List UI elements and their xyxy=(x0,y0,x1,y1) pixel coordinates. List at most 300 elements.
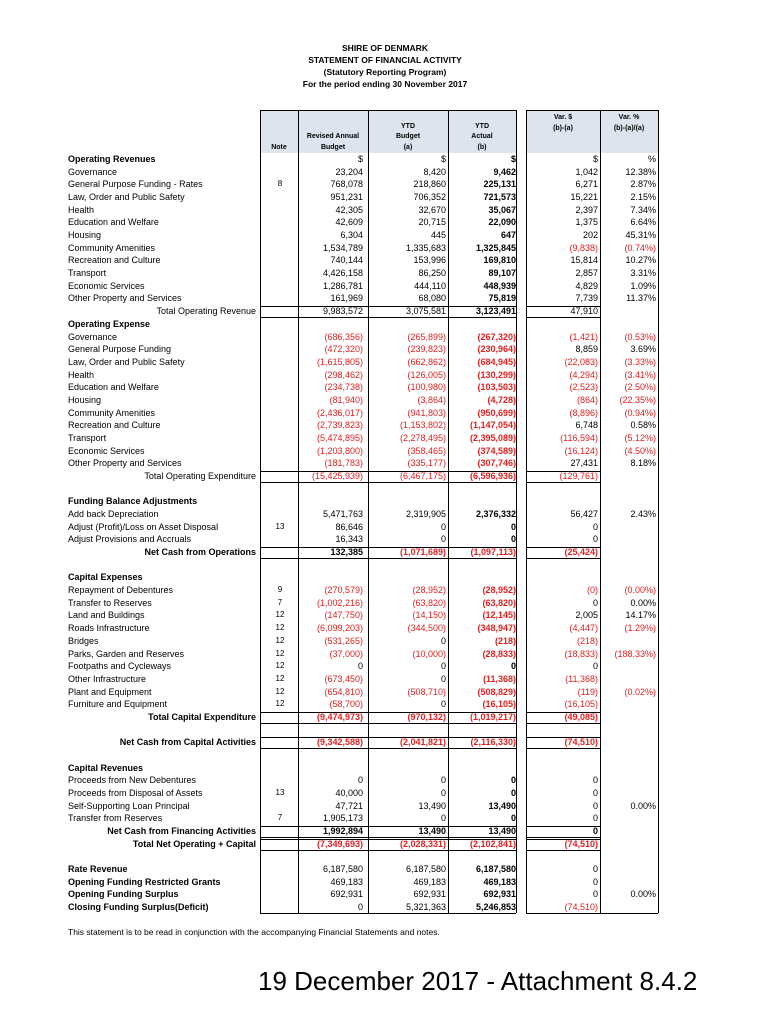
cell-c2: (358,465) xyxy=(407,445,446,456)
cell-c2: (28,952) xyxy=(412,585,446,596)
cell-c2: (508,710) xyxy=(407,686,446,697)
col-ytd-budget-l1: YTD xyxy=(401,122,415,130)
cell-c3: 169,810 xyxy=(483,255,516,266)
cell-c2: (970,132) xyxy=(407,711,446,722)
cell-c4: (864) xyxy=(576,394,598,405)
table-row xyxy=(0,470,770,483)
cell-c2: (2,028,331) xyxy=(399,838,446,849)
cell-c5: (0.53%) xyxy=(624,331,656,342)
cell-c1: 40,000 xyxy=(335,788,363,798)
row-label: Proceeds from Disposal of Assets xyxy=(68,788,203,798)
cell-c4: (11,368) xyxy=(565,673,598,684)
cell-c5: (0.94%) xyxy=(624,407,656,418)
cell-c1: (1,615,805) xyxy=(316,356,363,367)
table-row xyxy=(0,749,770,762)
row-label: Net Cash from Financing Activities xyxy=(107,826,256,837)
cell-c1: 0 xyxy=(357,775,363,786)
cell-c3: (1,147,054) xyxy=(469,420,516,431)
table-row xyxy=(0,419,770,432)
table-row xyxy=(0,673,770,686)
cell-c5: 0.58% xyxy=(630,420,656,431)
cell-c4: 0 xyxy=(592,876,598,887)
cell-c1: 161,969 xyxy=(330,293,363,304)
cell-c2: 0 xyxy=(440,788,446,798)
cell-c3: (1,097,113) xyxy=(470,547,516,558)
cell-c2: 68,080 xyxy=(418,293,446,304)
cell-c3: (348,947) xyxy=(477,623,516,634)
table-row xyxy=(0,597,770,610)
cell-c1: 47,721 xyxy=(335,800,363,811)
cell-c1: (234,738) xyxy=(324,382,363,393)
cell-c4: 6,271 xyxy=(575,179,598,190)
table-row xyxy=(0,774,770,787)
cell-c3: (130,299) xyxy=(477,369,516,380)
row-label: Economic Services xyxy=(68,280,145,291)
table-row xyxy=(0,762,770,775)
row-label: Funding Balance Adjustments xyxy=(68,496,198,507)
table-row xyxy=(0,204,770,217)
cell-c1: 0 xyxy=(357,902,363,913)
row-label: Footpaths and Cycleways xyxy=(68,661,172,672)
cell-c1: (7,349,693) xyxy=(316,838,363,849)
row-label: Housing xyxy=(68,394,102,405)
row-label: Other Property and Services xyxy=(68,458,182,469)
cell-c1: (5,474,895) xyxy=(316,432,363,443)
cell-c4: 0 xyxy=(592,521,598,532)
cell-c3: (2,116,330) xyxy=(470,737,516,748)
cell-c2: (335,177) xyxy=(407,458,446,469)
table-row xyxy=(0,254,770,267)
row-label: Adjust (Profit)/Loss on Asset Disposal xyxy=(68,521,219,532)
cell-c5: 2.43% xyxy=(630,509,656,520)
cell-c2: 218,860 xyxy=(413,179,446,190)
cell-c1: (58,700) xyxy=(329,699,363,710)
row-label: Recreation and Culture xyxy=(68,255,161,266)
cell-c2: (14,150) xyxy=(412,610,446,621)
col-var-pct xyxy=(600,113,658,155)
cell-c2: (100,980) xyxy=(407,382,446,393)
cell-c2: $ xyxy=(440,154,446,164)
cell-c3: (374,589) xyxy=(477,445,516,456)
cell-c3: (12,145) xyxy=(482,610,516,621)
row-label: Governance xyxy=(68,331,118,342)
cell-c4: 47,910 xyxy=(570,306,598,317)
cell-c5: (3.33%) xyxy=(624,356,656,367)
row-label: Rate Revenue xyxy=(68,864,128,875)
table-row xyxy=(0,800,770,813)
cell-c1: (181,783) xyxy=(324,458,363,469)
cell-c3: 5,246,853 xyxy=(475,902,516,913)
table-row xyxy=(0,635,770,648)
cell-c2: 13,490 xyxy=(418,800,446,811)
cell-c1: (472,320) xyxy=(324,344,363,355)
table-row xyxy=(0,724,770,737)
row-label: Opening Funding Surplus xyxy=(68,889,179,900)
row-note: 13 xyxy=(275,788,285,797)
cell-c2: 8,420 xyxy=(423,166,446,177)
cell-c4: (4,294) xyxy=(569,369,598,380)
cell-c3: 0 xyxy=(510,661,516,672)
table-row xyxy=(0,356,770,369)
cell-c3: (1,019,217) xyxy=(469,711,516,722)
cell-c1: 1,905,173 xyxy=(322,813,363,824)
cell-c4: (2,523) xyxy=(569,382,598,393)
cell-c4: (49,085) xyxy=(564,711,598,722)
total-rule xyxy=(526,471,600,472)
cell-c3: 692,931 xyxy=(483,889,516,900)
table-row xyxy=(0,331,770,344)
row-label: Adjust Provisions and Accruals xyxy=(68,534,192,545)
cell-c4: 0 xyxy=(592,864,598,875)
table-row xyxy=(0,711,770,724)
cell-c2: 0 xyxy=(440,813,446,824)
row-note: 13 xyxy=(275,521,285,531)
cell-c5: 45.31% xyxy=(625,230,656,241)
total-rule xyxy=(260,306,516,307)
cell-c2: 0 xyxy=(440,661,446,672)
cell-c4: 6,748 xyxy=(575,420,598,431)
cell-c4: 1,375 xyxy=(575,217,598,228)
cell-c2: 1,335,683 xyxy=(405,242,446,253)
cell-c5: (4.50%) xyxy=(624,445,656,456)
total-rule xyxy=(260,737,516,738)
cell-c1: 42,305 xyxy=(335,204,363,215)
row-label: Law, Order and Public Safety xyxy=(68,356,185,367)
row-label: Plant and Equipment xyxy=(68,686,152,697)
cell-c2: 2,319,905 xyxy=(405,509,446,520)
table-row xyxy=(0,850,770,863)
cell-c1: (9,474,973) xyxy=(316,711,363,722)
report-program: (Statutory Reporting Program) xyxy=(323,67,447,77)
cell-c4: (9,838) xyxy=(569,242,598,253)
table-row xyxy=(0,584,770,597)
cell-c1: 42,609 xyxy=(335,217,363,228)
attachment-label: 19 December 2017 - Attachment 8.4.2 xyxy=(258,966,698,996)
cell-c1: 6,304 xyxy=(340,230,363,241)
table-row xyxy=(0,546,770,559)
cell-c1: 0 xyxy=(357,661,363,672)
cell-c3: (267,320) xyxy=(477,331,516,342)
cell-c3: 3,123,491 xyxy=(475,306,516,317)
cell-c2: 0 xyxy=(440,673,446,684)
table-row xyxy=(0,153,770,166)
cell-c1: (686,356) xyxy=(324,331,363,342)
table-row xyxy=(0,622,770,635)
cell-c2: (941,803) xyxy=(407,407,446,418)
col-ytd-actual-l2: Actual xyxy=(471,133,493,140)
cell-c2: (1,071,689) xyxy=(399,547,446,558)
col-var-dollar-l2: (b)-(a) xyxy=(553,124,573,132)
cell-c1: 132,385 xyxy=(330,547,363,558)
report-subtitle: STATEMENT OF FINANCIAL ACTIVITY xyxy=(308,55,462,65)
table-row xyxy=(0,407,770,420)
row-label: Governance xyxy=(68,166,118,177)
row-label: Net Cash from Operations xyxy=(144,547,256,558)
cell-c1: 5,471,763 xyxy=(322,509,363,520)
table-row xyxy=(0,521,770,534)
row-note: 12 xyxy=(275,661,285,671)
cell-c3: (684,945) xyxy=(477,356,516,367)
cell-c1: 1,992,894 xyxy=(322,826,363,837)
cell-c3: 2,376,332 xyxy=(475,509,516,520)
table-row xyxy=(0,229,770,242)
row-label: Transport xyxy=(68,432,107,443)
row-label: Repayment of Debentures xyxy=(68,585,174,596)
row-note: 12 xyxy=(275,699,285,709)
cell-c3: 448,939 xyxy=(483,280,516,291)
table-row xyxy=(0,609,770,622)
total-rule xyxy=(526,839,600,840)
col-ytd-actual-l3: (b) xyxy=(477,143,487,151)
cell-c2: 86,250 xyxy=(418,268,446,279)
cell-c3: 647 xyxy=(500,230,516,241)
cell-c4: (74,510) xyxy=(564,838,598,849)
cell-c5: (0.02%) xyxy=(624,686,656,697)
cell-c1: (147,750) xyxy=(324,610,363,621)
total-rule xyxy=(526,737,600,738)
table-row xyxy=(0,432,770,445)
cell-c3: 225,131 xyxy=(483,179,516,190)
cell-c3: (950,699) xyxy=(477,407,516,418)
cell-c1: (2,436,017) xyxy=(316,407,363,418)
cell-c4: 0 xyxy=(592,775,598,786)
cell-c5: % xyxy=(647,154,656,164)
table-row xyxy=(0,648,770,661)
cell-c5: (0.74%) xyxy=(624,242,656,253)
cell-c1: 469,183 xyxy=(330,876,363,887)
cell-c2: 0 xyxy=(440,775,446,786)
cell-c4: (1,421) xyxy=(569,331,598,342)
col-ytd-actual-l1: YTD xyxy=(475,122,489,130)
table-row xyxy=(0,825,770,838)
cell-c5: 8.18% xyxy=(630,458,656,469)
total-rule xyxy=(260,547,516,548)
row-note: 12 xyxy=(275,610,285,620)
col-budget-l2: Budget xyxy=(320,143,346,151)
cell-c2: 0 xyxy=(440,635,446,646)
row-label: Other Property and Services xyxy=(68,293,182,304)
cell-c4: (74,510) xyxy=(564,737,598,748)
total-rule xyxy=(260,471,516,472)
row-label: Proceeds from New Debentures xyxy=(68,775,197,786)
cell-c1: (298,462) xyxy=(324,369,363,380)
cell-c2: 6,187,580 xyxy=(405,864,446,875)
cell-c1: 23,204 xyxy=(335,166,363,177)
cell-c2: 692,931 xyxy=(413,889,446,900)
cell-c1: 86,646 xyxy=(335,521,363,532)
col-var-dollar-l1: Var. $ xyxy=(553,114,573,121)
cell-c4: (25,424) xyxy=(564,547,598,558)
cell-c2: 706,352 xyxy=(413,192,446,203)
cell-c4: (119) xyxy=(577,686,598,697)
row-label: Furniture and Equipment xyxy=(68,699,168,710)
cell-c5: 2.87% xyxy=(630,179,656,190)
total-rule xyxy=(526,712,600,713)
table-row xyxy=(0,318,770,331)
cell-c3: (6,596,936) xyxy=(469,471,516,481)
table-row xyxy=(0,191,770,204)
cell-c4: 0 xyxy=(592,800,598,811)
cell-c2: 469,183 xyxy=(413,876,446,887)
cell-c5: 3.31% xyxy=(630,268,656,279)
table-row xyxy=(0,698,770,711)
row-label: Housing xyxy=(68,230,102,241)
cell-c2: (126,005) xyxy=(407,369,446,380)
table-row xyxy=(0,660,770,673)
row-label: Total Operating Revenue xyxy=(156,306,256,317)
cell-c2: (1,153,802) xyxy=(399,420,446,431)
row-label: Capital Revenues xyxy=(68,762,144,773)
cell-c5: (1.29%) xyxy=(624,623,656,634)
cell-c2: (6,467,175) xyxy=(399,471,446,481)
cell-c4: (74,510) xyxy=(564,902,598,913)
col-ytd-budget xyxy=(368,111,448,153)
row-label: Add back Depreciation xyxy=(68,509,159,520)
row-label: General Purpose Funding xyxy=(68,344,172,355)
row-note: 8 xyxy=(277,179,283,189)
cell-c4: (4,447) xyxy=(569,623,598,634)
cell-c3: (230,964) xyxy=(477,344,516,355)
cell-c1: 4,426,158 xyxy=(322,268,363,279)
table-row xyxy=(0,457,770,470)
table-row xyxy=(0,508,770,521)
cell-c1: 6,187,580 xyxy=(322,864,363,875)
total-rule xyxy=(260,839,516,840)
cell-c4: 8,859 xyxy=(575,344,598,355)
row-label: Operating Revenues xyxy=(68,154,156,164)
cell-c3: 0 xyxy=(510,788,516,798)
cell-c3: (103,503) xyxy=(477,382,516,393)
row-label: Land and Buildings xyxy=(68,610,145,621)
cell-c5: 0.00% xyxy=(630,889,656,900)
col-ytd-budget-l2: Budget xyxy=(395,133,421,140)
row-label: Education and Welfare xyxy=(68,217,159,228)
table-row xyxy=(0,533,770,546)
grid-line xyxy=(526,110,658,111)
row-note: 12 xyxy=(275,623,285,633)
row-label: Capital Expenses xyxy=(68,572,143,583)
row-note: 12 xyxy=(275,673,285,683)
cell-c1: (654,810) xyxy=(324,686,363,697)
cell-c4: 0 xyxy=(592,889,598,900)
cell-c1: 740,144 xyxy=(330,255,363,266)
cell-c4: 0 xyxy=(592,813,598,824)
row-label: Recreation and Culture xyxy=(68,420,161,431)
cell-c5: (2.50%) xyxy=(624,382,656,393)
cell-c4: $ xyxy=(592,154,598,164)
col-budget xyxy=(298,111,368,153)
cell-c4: (0) xyxy=(587,585,598,596)
row-label: Transport xyxy=(68,268,107,279)
table-row xyxy=(0,280,770,293)
table-row xyxy=(0,483,770,496)
cell-c2: 445 xyxy=(430,230,446,241)
cell-c2: 32,670 xyxy=(418,204,446,215)
col-var-pct-l1: Var. % xyxy=(618,114,640,121)
cell-c2: 3,075,581 xyxy=(405,306,446,317)
cell-c4: 15,814 xyxy=(570,255,598,266)
row-label: Parks, Garden and Reserves xyxy=(68,648,185,659)
cell-c1: 951,231 xyxy=(330,192,363,203)
row-label: Law, Order and Public Safety xyxy=(68,192,185,203)
cell-c3: 469,183 xyxy=(483,876,516,887)
cell-c2: (344,500) xyxy=(407,623,446,634)
cell-c5: 2.15% xyxy=(630,192,656,203)
row-note: 12 xyxy=(275,635,285,645)
table-row xyxy=(0,838,770,851)
cell-c4: 0 xyxy=(592,534,598,545)
cell-c2: 5,321,363 xyxy=(405,902,446,913)
cell-c4: 202 xyxy=(582,230,598,241)
table-row xyxy=(0,571,770,584)
col-note xyxy=(260,111,298,153)
cell-c1: (81,940) xyxy=(329,394,363,405)
cell-c4: 15,221 xyxy=(570,192,598,203)
cell-c3: 0 xyxy=(510,521,516,532)
cell-c3: 75,819 xyxy=(488,293,516,304)
cell-c3: 13,490 xyxy=(488,826,516,837)
cell-c5: 14.17% xyxy=(625,610,656,621)
cell-c2: 153,996 xyxy=(413,255,446,266)
table-row xyxy=(0,559,770,572)
cell-c1: (673,450) xyxy=(324,673,363,684)
cell-c4: 4,829 xyxy=(575,280,598,291)
table-row xyxy=(0,888,770,901)
table-row xyxy=(0,812,770,825)
cell-c1: 9,983,572 xyxy=(322,306,363,317)
cell-c1: 692,931 xyxy=(330,889,363,900)
cell-c2: (2,041,821) xyxy=(399,737,446,748)
cell-c4: 1,042 xyxy=(575,166,598,177)
cell-c1: (1,002,216) xyxy=(316,597,363,608)
col-budget-l1: Revised Annual xyxy=(306,133,360,140)
cell-c3: (307,746) xyxy=(477,458,516,469)
row-label: Total Operating Expenditure xyxy=(144,471,256,481)
cell-c1: 768,078 xyxy=(330,179,363,190)
col-var-pct-l2: (b)-(a)/(a) xyxy=(613,124,645,132)
cell-c5: 1.09% xyxy=(630,280,656,291)
cell-c5: 6.64% xyxy=(630,217,656,228)
table-row xyxy=(0,787,770,800)
cell-c3: (11,368) xyxy=(482,673,516,684)
cell-c3: (2,102,841) xyxy=(469,838,516,849)
grid-line xyxy=(260,110,516,111)
cell-c1: (270,579) xyxy=(324,585,363,596)
table-row xyxy=(0,736,770,749)
cell-c2: 0 xyxy=(440,521,446,532)
row-label: Roads Infrastructure xyxy=(68,623,150,634)
cell-c4: (129,761) xyxy=(559,471,598,481)
cell-c4: (8,896) xyxy=(569,407,598,418)
cell-c3: (218) xyxy=(494,635,516,646)
row-label: Education and Welfare xyxy=(68,382,159,393)
col-note-label: Note xyxy=(271,143,287,151)
cell-c3: 6,187,580 xyxy=(475,864,516,875)
cell-c2: 20,715 xyxy=(418,217,446,228)
table-row xyxy=(0,343,770,356)
cell-c3: (508,829) xyxy=(477,686,516,697)
cell-c4: 0 xyxy=(592,826,598,837)
cell-c3: 0 xyxy=(510,813,516,824)
cell-c5: 7.34% xyxy=(630,204,656,215)
col-ytd-budget-l3: (a) xyxy=(403,143,413,151)
cell-c1: (1,203,800) xyxy=(316,445,363,456)
col-ytd-actual xyxy=(448,111,516,153)
cell-c4: (22,083) xyxy=(564,356,598,367)
cell-c2: 0 xyxy=(440,699,446,710)
row-note: 12 xyxy=(275,686,285,696)
cell-c4: 2,857 xyxy=(575,268,598,279)
